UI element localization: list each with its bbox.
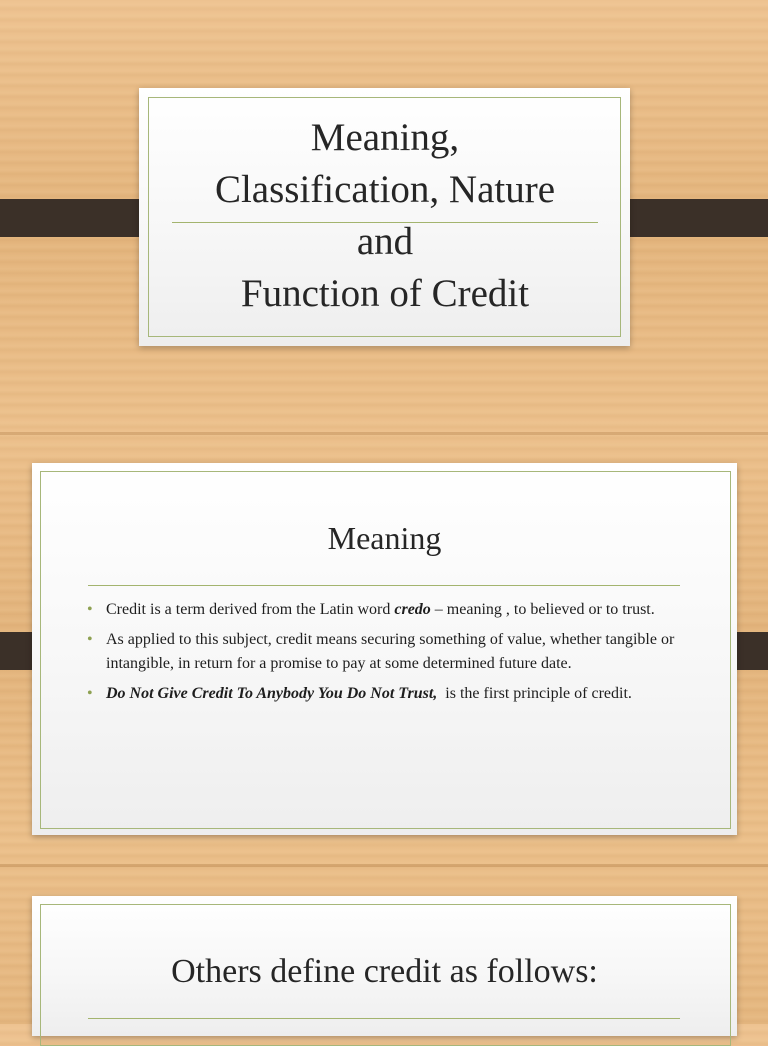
- heading-divider: [88, 1018, 680, 1019]
- title-line: Meaning,: [310, 116, 460, 159]
- bullet-icon: •: [87, 601, 93, 618]
- right-decorative-bar: [612, 199, 768, 237]
- slide-heading: Meaning: [327, 520, 442, 556]
- slide-separator: [0, 432, 768, 435]
- bullet-text: As applied to this subject, credit means securing something of value, whether tangible or intangible, in return for a promise to pay at some determined future date.: [106, 631, 675, 672]
- bullet-text: Credit is a term derived from the Latin word: [106, 601, 395, 618]
- bullet-text: is the first principle of credit.: [437, 685, 632, 702]
- left-decorative-bar: [0, 199, 156, 237]
- bullet-text: – meaning , to believed or to trust.: [430, 601, 655, 618]
- heading-divider: [88, 585, 680, 586]
- bullet-icon: •: [87, 631, 93, 648]
- bullet-item: [84, 682, 684, 706]
- title-line: and: [356, 220, 414, 263]
- slide-heading: Others define credit as follows:: [171, 953, 598, 990]
- bullet-item: [84, 598, 684, 622]
- latin-term: credo: [394, 601, 431, 618]
- slide-separator: [0, 864, 768, 867]
- bullet-list: [84, 598, 684, 712]
- title-line: Function of Credit: [240, 272, 530, 315]
- bullet-icon: •: [87, 685, 93, 702]
- title-line: Classification, Nature: [214, 168, 556, 211]
- bullet-item: [84, 628, 684, 676]
- principle-text: Do Not Give Credit To Anybody You Do Not Trust,: [106, 685, 438, 702]
- slide-title-text: [140, 112, 630, 320]
